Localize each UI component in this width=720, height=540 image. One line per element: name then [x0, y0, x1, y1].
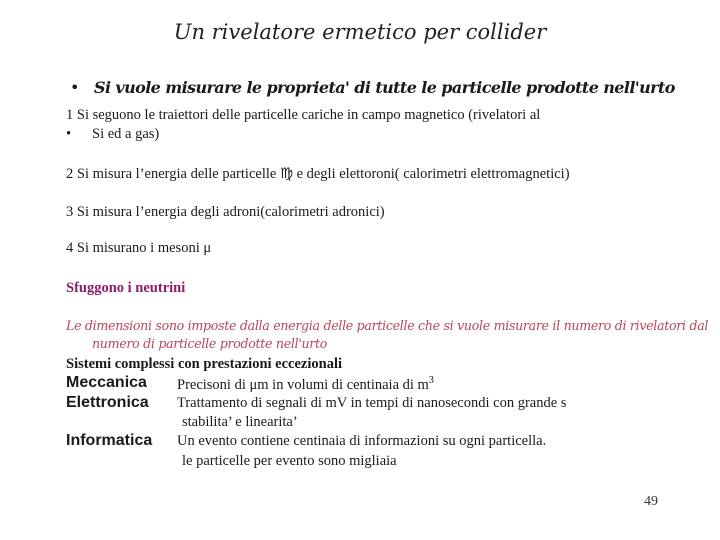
sistemi-heading: Sistemi complessi con prestazioni eccezionali — [66, 356, 342, 372]
item-2-rest: e degli elettoroni( calorimetri elettromagnetici) — [292, 166, 570, 182]
informatica-label: Informatica — [66, 432, 153, 449]
page-number: 49 — [644, 494, 658, 509]
main-bullet-text: Si vuole misurare le proprieta' di tutte le particelle prodotte nell'urto — [94, 78, 675, 97]
item-1-bullet: • — [66, 126, 72, 142]
elettronica-text-1: Trattamento di segnali di mV in tempi di nanosecondi con grande s — [177, 395, 567, 411]
item-1-line-1: 1 Si seguono le traiettori delle particelle cariche in campo magnetico (rivelatori al — [66, 107, 541, 123]
meccanica-text — [177, 375, 434, 394]
item-2 — [66, 166, 570, 183]
meccanica-sup: 3 — [428, 375, 434, 386]
item-3: 3 Si misura l’energia degli adroni(calorimetri adronici) — [66, 204, 385, 220]
slide-title: Un rivelatore ermetico per collider — [173, 20, 547, 44]
informatica-text-2: le particelle per evento sono migliaia — [182, 453, 397, 469]
elettronica-label: Elettronica — [66, 394, 149, 411]
main-bullet-marker: • — [70, 78, 80, 97]
meccanica-label: Meccanica — [66, 374, 147, 391]
item-4: 4 Si misurano i mesoni μ — [66, 240, 212, 256]
informatica-text-1: Un evento contiene centinaia di informazioni su ogni particella. — [177, 433, 547, 449]
neutrini-note: Sfuggono i neutrini — [66, 280, 186, 296]
dimensioni-line-2: numero di particelle prodotte nell'urto — [92, 336, 328, 351]
item-2-text: 2 Si misura l’energia delle particelle — [66, 166, 280, 182]
gamma-symbol: ♍ — [279, 166, 293, 182]
item-1-line-2: Si ed a gas) — [92, 126, 160, 142]
dimensioni-line-1: Le dimensioni sono imposte dalla energia delle particelle che si vuole misurare il numero di rivelatori dal — [66, 318, 709, 333]
elettronica-text-2: stabilita’ e linearita’ — [182, 414, 298, 430]
meccanica-text-main: Precisoni di μm in volumi di centinaia di m — [177, 376, 429, 393]
